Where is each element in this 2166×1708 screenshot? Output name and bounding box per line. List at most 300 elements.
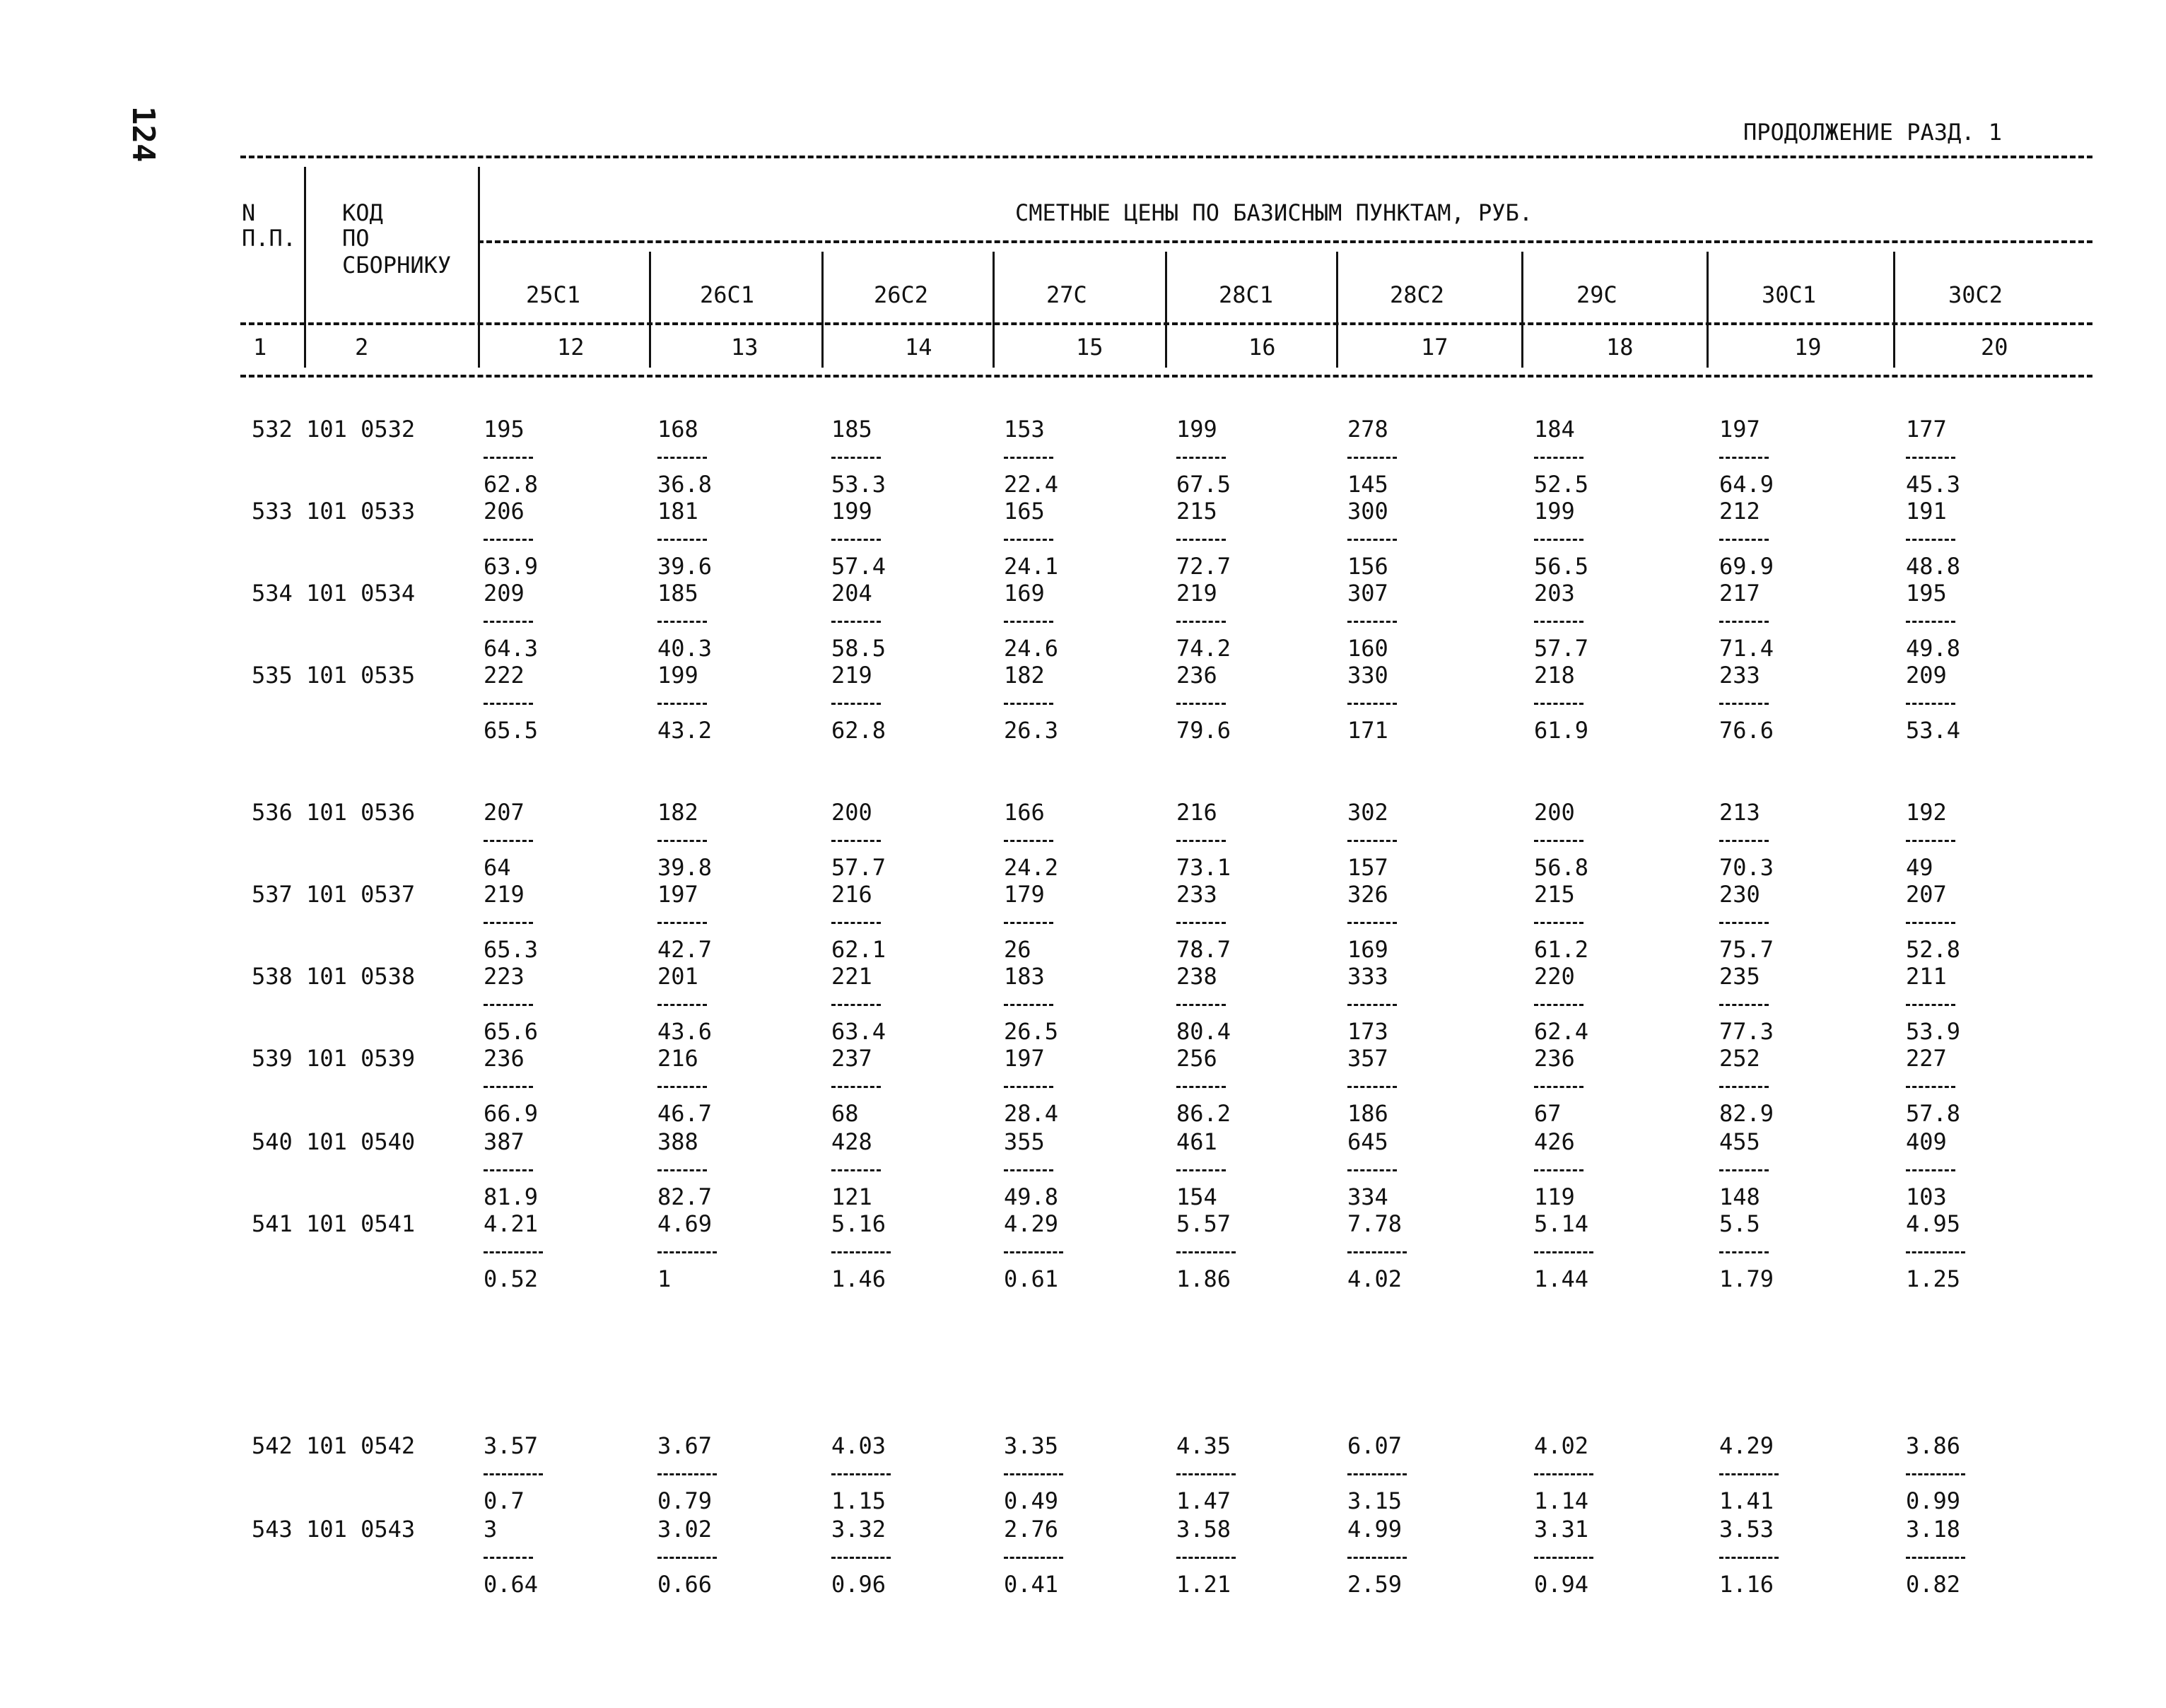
cell-denominator: 61.2	[1534, 936, 1589, 963]
cell-numerator: 153	[1004, 416, 1045, 443]
cell-numerator: 185	[831, 416, 872, 443]
header-separator	[993, 252, 995, 368]
fraction-line	[1347, 1251, 1407, 1253]
fraction-line	[1176, 840, 1226, 842]
cell-denominator: 42.7	[657, 936, 713, 963]
fraction-line	[1347, 703, 1397, 705]
cell-denominator: 73.1	[1176, 854, 1231, 881]
fraction-line	[1719, 1004, 1769, 1006]
header-point-0: 25С1	[526, 281, 581, 308]
fraction-line	[1534, 539, 1583, 541]
cell-numerator: 195	[1906, 580, 1947, 607]
cell-numerator: 192	[1906, 799, 1947, 826]
row-id: 540 101 0540	[252, 1128, 416, 1155]
cell-denominator: 26.5	[1004, 1018, 1059, 1045]
cell-denominator: 2.59	[1347, 1571, 1403, 1598]
cell-denominator: 70.3	[1719, 854, 1774, 881]
cell-numerator: 3.86	[1906, 1432, 1961, 1459]
fraction-line	[1176, 1086, 1226, 1088]
cell-numerator: 222	[484, 662, 525, 689]
cell-denominator: 1.15	[831, 1487, 886, 1514]
cell-numerator: 388	[657, 1128, 698, 1155]
cell-denominator: 69.9	[1719, 553, 1774, 580]
cell-numerator: 177	[1906, 416, 1947, 443]
cell-denominator: 103	[1906, 1183, 1947, 1210]
cell-numerator: 166	[1004, 799, 1045, 826]
fraction-line	[1719, 1557, 1779, 1559]
fraction-line	[484, 539, 533, 541]
fraction-line	[1176, 621, 1226, 623]
cell-denominator: 57.7	[1534, 635, 1589, 662]
header-separator	[304, 167, 306, 368]
cell-numerator: 182	[1004, 662, 1045, 689]
header-top-rule	[240, 156, 2092, 158]
header-col-number-3: 13	[731, 334, 759, 361]
cell-denominator: 66.9	[484, 1100, 539, 1127]
cell-denominator: 43.6	[657, 1018, 713, 1045]
fraction-line	[1347, 621, 1397, 623]
cell-numerator: 216	[1176, 799, 1217, 826]
cell-denominator: 22.4	[1004, 471, 1059, 498]
cell-numerator: 428	[831, 1128, 872, 1155]
cell-numerator: 204	[831, 580, 872, 607]
fraction-line	[1906, 922, 1955, 924]
cell-numerator: 220	[1534, 963, 1575, 990]
header-point-1: 26С1	[700, 281, 755, 308]
row-id: 533 101 0533	[252, 498, 416, 525]
fraction-line	[831, 1004, 881, 1006]
fraction-line	[657, 1086, 707, 1088]
fraction-line	[1347, 457, 1397, 459]
cell-numerator: 300	[1347, 498, 1388, 525]
row-id: 543 101 0543	[252, 1516, 416, 1543]
row-id: 538 101 0538	[252, 963, 416, 990]
cell-denominator: 1.86	[1176, 1265, 1231, 1292]
cell-numerator: 218	[1534, 662, 1575, 689]
fraction-line	[1719, 703, 1769, 705]
cell-numerator: 197	[1004, 1045, 1045, 1072]
fraction-line	[484, 703, 533, 705]
cell-denominator: 1.14	[1534, 1487, 1589, 1514]
fraction-line	[1534, 457, 1583, 459]
header-separator	[1707, 252, 1709, 368]
cell-numerator: 230	[1719, 881, 1760, 908]
section-continuation-label: ПРОДОЛЖЕНИЕ РАЗД. 1	[1743, 119, 2003, 146]
cell-denominator: 0.64	[484, 1571, 539, 1598]
cell-numerator: 168	[657, 416, 698, 443]
fraction-line	[657, 922, 707, 924]
header-code-line1: КОД	[342, 199, 383, 226]
cell-denominator: 160	[1347, 635, 1388, 662]
header-col-number-9: 19	[1794, 334, 1822, 361]
cell-numerator: 199	[1534, 498, 1575, 525]
cell-numerator: 203	[1534, 580, 1575, 607]
fraction-line	[1347, 1169, 1397, 1171]
cell-denominator: 52.8	[1906, 936, 1961, 963]
fraction-line	[1534, 922, 1583, 924]
cell-numerator: 357	[1347, 1045, 1388, 1072]
cell-numerator: 165	[1004, 498, 1045, 525]
header-col-number-6: 16	[1248, 334, 1276, 361]
cell-numerator: 3.57	[484, 1432, 539, 1459]
cell-denominator: 68	[831, 1100, 859, 1127]
cell-denominator: 63.4	[831, 1018, 886, 1045]
cell-denominator: 28.4	[1004, 1100, 1059, 1127]
fraction-line	[1176, 539, 1226, 541]
cell-denominator: 154	[1176, 1183, 1217, 1210]
fraction-line	[831, 840, 881, 842]
cell-numerator: 215	[1534, 881, 1575, 908]
header-code-line3: СБОРНИКУ	[342, 252, 452, 279]
cell-denominator: 1.21	[1176, 1571, 1231, 1598]
cell-denominator: 24.2	[1004, 854, 1059, 881]
cell-denominator: 63.9	[484, 553, 539, 580]
cell-denominator: 74.2	[1176, 635, 1231, 662]
cell-numerator: 185	[657, 580, 698, 607]
cell-denominator: 57.7	[831, 854, 886, 881]
header-col-number-1: 2	[355, 334, 369, 361]
cell-denominator: 49.8	[1004, 1183, 1059, 1210]
cell-denominator: 86.2	[1176, 1100, 1231, 1127]
fraction-line	[1004, 1251, 1063, 1253]
fraction-line	[1534, 1473, 1593, 1475]
row-id: 542 101 0542	[252, 1432, 416, 1459]
fraction-line	[657, 539, 707, 541]
cell-denominator: 1	[657, 1265, 672, 1292]
cell-denominator: 58.5	[831, 635, 886, 662]
cell-denominator: 0.82	[1906, 1571, 1961, 1598]
fraction-line	[1906, 1557, 1965, 1559]
cell-denominator: 119	[1534, 1183, 1575, 1210]
cell-numerator: 355	[1004, 1128, 1045, 1155]
fraction-line	[831, 1557, 891, 1559]
cell-numerator: 455	[1719, 1128, 1760, 1155]
cell-numerator: 5.16	[831, 1210, 886, 1237]
cell-denominator: 0.94	[1534, 1571, 1589, 1598]
cell-numerator: 236	[1534, 1045, 1575, 1072]
fraction-line	[1719, 621, 1769, 623]
fraction-line	[1176, 703, 1226, 705]
cell-numerator: 207	[1906, 881, 1947, 908]
header-group-title: СМЕТНЫЕ ЦЕНЫ ПО БАЗИСНЫМ ПУНКТАМ, РУБ.	[1015, 199, 1533, 226]
cell-numerator: 195	[484, 416, 525, 443]
fraction-line	[484, 1169, 533, 1171]
fraction-line	[1004, 1473, 1063, 1475]
cell-numerator: 227	[1906, 1045, 1947, 1072]
cell-denominator: 49	[1906, 854, 1933, 881]
cell-numerator: 4.95	[1906, 1210, 1961, 1237]
cell-denominator: 26	[1004, 936, 1031, 963]
cell-denominator: 0.99	[1906, 1487, 1961, 1514]
fraction-line	[1176, 1473, 1236, 1475]
header-col-number-4: 14	[905, 334, 932, 361]
cell-denominator: 64.3	[484, 635, 539, 662]
fraction-line	[1906, 840, 1955, 842]
header-group-rule	[478, 240, 2092, 243]
cell-numerator: 200	[1534, 799, 1575, 826]
fraction-line	[1534, 621, 1583, 623]
cell-numerator: 237	[831, 1045, 872, 1072]
cell-numerator: 197	[1719, 416, 1760, 443]
cell-denominator: 0.79	[657, 1487, 713, 1514]
fraction-line	[657, 1473, 717, 1475]
fraction-line	[1719, 1473, 1779, 1475]
fraction-line	[831, 1086, 881, 1088]
cell-denominator: 171	[1347, 717, 1388, 744]
cell-numerator: 3.67	[657, 1432, 713, 1459]
cell-numerator: 387	[484, 1128, 525, 1155]
header-bottom-rule	[240, 375, 2092, 378]
cell-numerator: 3.53	[1719, 1516, 1774, 1543]
fraction-line	[831, 1169, 881, 1171]
header-separator	[1893, 252, 1895, 368]
cell-numerator: 5.5	[1719, 1210, 1760, 1237]
cell-denominator: 334	[1347, 1183, 1388, 1210]
fraction-line	[657, 840, 707, 842]
cell-denominator: 156	[1347, 553, 1388, 580]
fraction-line	[1906, 621, 1955, 623]
cell-numerator: 181	[657, 498, 698, 525]
page-number: 124	[125, 106, 161, 163]
fraction-line	[1004, 457, 1053, 459]
header-point-4: 28С1	[1219, 281, 1274, 308]
header-point-7: 30С1	[1762, 281, 1817, 308]
fraction-line	[1906, 1169, 1955, 1171]
cell-denominator: 121	[831, 1183, 872, 1210]
header-col-number-0: 1	[253, 334, 267, 361]
cell-numerator: 645	[1347, 1128, 1388, 1155]
header-separator	[821, 252, 824, 368]
cell-numerator: 212	[1719, 498, 1760, 525]
cell-numerator: 307	[1347, 580, 1388, 607]
cell-numerator: 213	[1719, 799, 1760, 826]
fraction-line	[1534, 1004, 1583, 1006]
cell-denominator: 3.15	[1347, 1487, 1403, 1514]
fraction-line	[1004, 840, 1053, 842]
fraction-line	[1347, 539, 1397, 541]
fraction-line	[1906, 539, 1955, 541]
cell-numerator: 330	[1347, 662, 1388, 689]
cell-denominator: 46.7	[657, 1100, 713, 1127]
fraction-line	[657, 1251, 717, 1253]
cell-denominator: 57.8	[1906, 1100, 1961, 1127]
cell-denominator: 45.3	[1906, 471, 1961, 498]
cell-numerator: 233	[1719, 662, 1760, 689]
cell-numerator: 326	[1347, 881, 1388, 908]
cell-denominator: 4.02	[1347, 1265, 1403, 1292]
cell-numerator: 182	[657, 799, 698, 826]
fraction-line	[657, 1169, 707, 1171]
cell-denominator: 1.46	[831, 1265, 886, 1292]
fraction-line	[1906, 457, 1955, 459]
fraction-line	[1004, 922, 1053, 924]
fraction-line	[1534, 703, 1583, 705]
header-separator	[1165, 252, 1167, 368]
cell-denominator: 71.4	[1719, 635, 1774, 662]
cell-numerator: 221	[831, 963, 872, 990]
cell-numerator: 199	[1176, 416, 1217, 443]
fraction-line	[1906, 1473, 1965, 1475]
cell-numerator: 197	[657, 881, 698, 908]
cell-denominator: 64.9	[1719, 471, 1774, 498]
cell-denominator: 61.9	[1534, 717, 1589, 744]
fraction-line	[1906, 703, 1955, 705]
cell-denominator: 67.5	[1176, 471, 1231, 498]
cell-denominator: 186	[1347, 1100, 1388, 1127]
fraction-line	[484, 1251, 543, 1253]
cell-numerator: 4.69	[657, 1210, 713, 1237]
cell-numerator: 4.02	[1534, 1432, 1589, 1459]
cell-denominator: 72.7	[1176, 553, 1231, 580]
cell-denominator: 1.79	[1719, 1265, 1774, 1292]
fraction-line	[1004, 621, 1053, 623]
header-np-line2: П.П.	[242, 225, 297, 252]
fraction-line	[1906, 1086, 1955, 1088]
cell-denominator: 24.6	[1004, 635, 1059, 662]
fraction-line	[1347, 1004, 1397, 1006]
cell-numerator: 169	[1004, 580, 1045, 607]
cell-numerator: 333	[1347, 963, 1388, 990]
fraction-line	[1176, 1004, 1226, 1006]
cell-denominator: 62.8	[831, 717, 886, 744]
cell-denominator: 26.3	[1004, 717, 1059, 744]
fraction-line	[831, 922, 881, 924]
cell-numerator: 426	[1534, 1128, 1575, 1155]
cell-denominator: 40.3	[657, 635, 713, 662]
cell-numerator: 200	[831, 799, 872, 826]
fraction-line	[1534, 1086, 1583, 1088]
fraction-line	[831, 457, 881, 459]
cell-numerator: 236	[484, 1045, 525, 1072]
fraction-line	[831, 703, 881, 705]
cell-numerator: 3.18	[1906, 1516, 1961, 1543]
cell-numerator: 5.57	[1176, 1210, 1231, 1237]
fraction-line	[1176, 1251, 1236, 1253]
cell-numerator: 199	[657, 662, 698, 689]
cell-denominator: 77.3	[1719, 1018, 1774, 1045]
cell-denominator: 82.9	[1719, 1100, 1774, 1127]
cell-denominator: 81.9	[484, 1183, 539, 1210]
fraction-line	[1347, 922, 1397, 924]
header-separator	[1521, 252, 1523, 368]
fraction-line	[1347, 1473, 1407, 1475]
cell-denominator: 24.1	[1004, 553, 1059, 580]
header-np-line1: N	[242, 199, 256, 226]
cell-denominator: 82.7	[657, 1183, 713, 1210]
cell-denominator: 0.61	[1004, 1265, 1059, 1292]
fraction-line	[1347, 840, 1397, 842]
fraction-line	[1347, 1086, 1397, 1088]
header-point-5: 28С2	[1390, 281, 1445, 308]
cell-numerator: 4.99	[1347, 1516, 1403, 1543]
fraction-line	[484, 1086, 533, 1088]
fraction-line	[1534, 840, 1583, 842]
cell-denominator: 65.3	[484, 936, 539, 963]
cell-denominator: 148	[1719, 1183, 1760, 1210]
cell-numerator: 3.58	[1176, 1516, 1231, 1543]
header-col-number-5: 15	[1076, 334, 1104, 361]
cell-numerator: 252	[1719, 1045, 1760, 1072]
fraction-line	[1347, 1557, 1407, 1559]
cell-numerator: 3.31	[1534, 1516, 1589, 1543]
fraction-line	[1719, 922, 1769, 924]
header-separator	[649, 252, 651, 368]
cell-numerator: 5.14	[1534, 1210, 1589, 1237]
fraction-line	[1176, 922, 1226, 924]
cell-denominator: 0.66	[657, 1571, 713, 1598]
fraction-line	[1906, 1004, 1955, 1006]
cell-numerator: 3.32	[831, 1516, 886, 1543]
cell-numerator: 409	[1906, 1128, 1947, 1155]
fraction-line	[1534, 1251, 1593, 1253]
cell-numerator: 219	[484, 881, 525, 908]
cell-numerator: 4.29	[1004, 1210, 1059, 1237]
row-id: 535 101 0535	[252, 662, 416, 689]
cell-numerator: 302	[1347, 799, 1388, 826]
cell-denominator: 53.4	[1906, 717, 1961, 744]
cell-numerator: 209	[484, 580, 525, 607]
cell-numerator: 191	[1906, 498, 1947, 525]
cell-numerator: 278	[1347, 416, 1388, 443]
cell-numerator: 207	[484, 799, 525, 826]
cell-denominator: 36.8	[657, 471, 713, 498]
header-point-6: 29С	[1576, 281, 1617, 308]
cell-denominator: 56.8	[1534, 854, 1589, 881]
header-col-number-7: 17	[1421, 334, 1448, 361]
fraction-line	[1004, 1086, 1053, 1088]
fraction-line	[1906, 1251, 1965, 1253]
fraction-line	[657, 703, 707, 705]
cell-denominator: 62.1	[831, 936, 886, 963]
cell-denominator: 64	[484, 854, 511, 881]
fraction-line	[831, 539, 881, 541]
cell-denominator: 80.4	[1176, 1018, 1231, 1045]
header-separator	[478, 167, 480, 368]
cell-denominator: 39.6	[657, 553, 713, 580]
row-id: 537 101 0537	[252, 881, 416, 908]
fraction-line	[484, 457, 533, 459]
cell-denominator: 78.7	[1176, 936, 1231, 963]
header-point-2: 26С2	[874, 281, 929, 308]
fraction-line	[1004, 1004, 1053, 1006]
cell-denominator: 145	[1347, 471, 1388, 498]
cell-numerator: 209	[1906, 662, 1947, 689]
cell-denominator: 65.6	[484, 1018, 539, 1045]
fraction-line	[1004, 1169, 1053, 1171]
header-point-3: 27С	[1046, 281, 1087, 308]
fraction-line	[1176, 1169, 1226, 1171]
fraction-line	[657, 621, 707, 623]
fraction-line	[657, 457, 707, 459]
fraction-line	[484, 1473, 543, 1475]
cell-numerator: 184	[1534, 416, 1575, 443]
cell-numerator: 238	[1176, 963, 1217, 990]
fraction-line	[1176, 457, 1226, 459]
fraction-line	[484, 922, 533, 924]
fraction-line	[1719, 1251, 1769, 1253]
cell-numerator: 223	[484, 963, 525, 990]
header-col-number-10: 20	[1981, 334, 2008, 361]
row-id: 536 101 0536	[252, 799, 416, 826]
cell-numerator: 3.35	[1004, 1432, 1059, 1459]
cell-denominator: 0.41	[1004, 1571, 1059, 1598]
row-id: 532 101 0532	[252, 416, 416, 443]
fraction-line	[1719, 457, 1769, 459]
fraction-line	[1004, 539, 1053, 541]
cell-numerator: 4.21	[484, 1210, 539, 1237]
cell-numerator: 201	[657, 963, 698, 990]
cell-denominator: 169	[1347, 936, 1388, 963]
